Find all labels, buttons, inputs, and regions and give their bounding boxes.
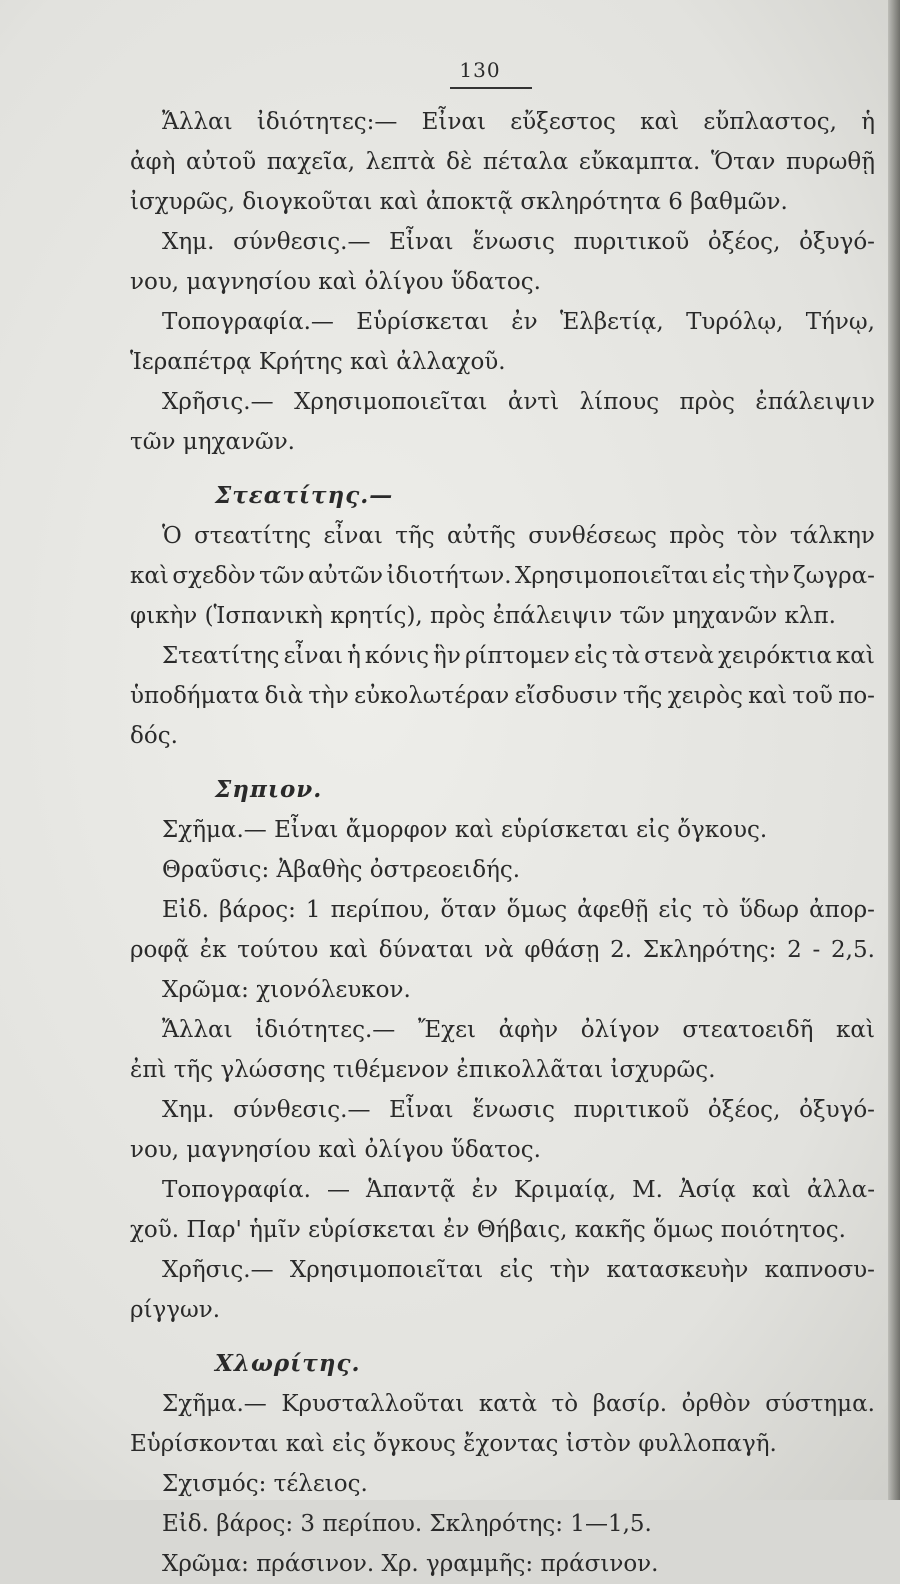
text-line: Θραῦσις: Ἀβαθὴς ὀστρεοειδής. bbox=[162, 857, 521, 883]
text-line: Χημ. σύνθεσις.— Εἶναι ἕνωσις πυριτικοῦ ὀξέος, ὀξυγό- bbox=[162, 1097, 875, 1123]
text-line: Χρῆσις.— Χρησιμοποιεῖται ἀντὶ λίπους πρὸς ἐπάλειψιν bbox=[162, 389, 875, 415]
text-line: ἀφὴ αὐτοῦ παχεῖα, λεπτὰ δὲ πέταλα εὔκαμπτα. Ὅταν πυρωθῇ bbox=[130, 149, 875, 175]
text-line: Σχῆμα.— Κρυσταλλοῦται κατὰ τὸ βασίρ. ὀρθὸν σύστημα. bbox=[162, 1391, 875, 1417]
text-line: Τοπογραφία. — Ἁπαντᾷ ἐν Κριμαίᾳ, Μ. Ἀσίᾳ καὶ ἀλλα- bbox=[162, 1177, 875, 1203]
text-line: Εἰδ. βάρος: 1 περίπου, ὅταν ὅμως ἀφεθῇ εἰς τὸ ὕδωρ ἀπορ- bbox=[162, 897, 875, 923]
text-line: Τοπογραφία.— Εὑρίσκεται ἐν Ἑλβετίᾳ, Τυρόλῳ, Τήνῳ, bbox=[162, 309, 875, 335]
text-line: Εὑρίσκονται καὶ εἰς ὄγκους ἔχοντας ἱστὸν φυλλοπαγῆ. bbox=[130, 1431, 777, 1457]
text-line: ρίγγων. bbox=[130, 1297, 221, 1323]
text-line: χοῦ. Παρ' ἡμῖν εὑρίσκεται ἐν Θήβαις, κακῆς ὅμως ποιότητος. bbox=[130, 1217, 846, 1243]
text-line: Ἄλλαι ἰδιότητες.— Ἔχει ἀφὴν ὀλίγον στεατοειδῆ καὶ bbox=[162, 1017, 875, 1043]
text-line: Στεατίτης εἶναι ἡ κόνις ἣν ρίπτομεν εἰς τὰ στενὰ χειρόκτια καὶ bbox=[162, 643, 875, 669]
text-line: νου, μαγνησίου καὶ ὀλίγου ὕδατος. bbox=[130, 1137, 541, 1163]
section-gap bbox=[130, 756, 875, 770]
text-line: δός. bbox=[130, 723, 178, 749]
section-heading: Χλωρίτης. bbox=[215, 1350, 361, 1377]
section-heading: Σηπιον. bbox=[215, 776, 323, 803]
text-line: φικὴν (Ἱσπανικὴ κρητίς), πρὸς ἐπάλειψιν τῶν μηχανῶν κλπ. bbox=[130, 603, 836, 629]
text-line: Ἱεραπέτρᾳ Κρήτης καὶ ἀλλαχοῦ. bbox=[130, 349, 506, 375]
text-line: Χρῶμα: χιονόλευκον. bbox=[162, 977, 411, 1003]
page-text bbox=[130, 102, 875, 1584]
text-line: Σχῆμα.— Εἶναι ἄμορφον καὶ εὑρίσκεται εἰς ὄγκους. bbox=[162, 817, 768, 843]
text-line: Σχισμός: τέλειος. bbox=[162, 1471, 368, 1497]
text-line: Χρῶμα: πράσινον. Χρ. γραμμῆς: πράσινον. bbox=[162, 1551, 659, 1577]
page-edge-shadow bbox=[888, 0, 900, 1500]
text-line: τῶν μηχανῶν. bbox=[130, 429, 295, 455]
text-line: Ὁ στεατίτης εἶναι τῆς αὐτῆς συνθέσεως πρὸς τὸν τάλκην bbox=[162, 523, 875, 549]
text-line: νου, μαγνησίου καὶ ὀλίγου ὕδατος. bbox=[130, 269, 541, 295]
text-line: ὑποδήματα διὰ τὴν εὐκολωτέραν εἴσδυσιν τῆς χειρὸς καὶ τοῦ πο- bbox=[130, 683, 875, 709]
text-line: καὶ σχεδὸν τῶν αὐτῶν ἰδιοτήτων. Χρησιμοποιεῖται εἰς τὴν ζωγρα- bbox=[130, 563, 875, 589]
text-line: Χρῆσις.— Χρησιμοποιεῖται εἰς τὴν κατασκευὴν καπνοσυ- bbox=[162, 1257, 875, 1283]
text-line: ἐπὶ τῆς γλώσσης τιθέμενον ἐπικολλᾶται ἰσχυρῶς. bbox=[130, 1057, 716, 1083]
page-number: 130 bbox=[459, 58, 501, 82]
text-line: ροφᾷ ἐκ τούτου καὶ δύναται νὰ φθάσῃ 2. Σκληρότης: 2 - 2,5. bbox=[130, 937, 875, 963]
text-line: ἰσχυρῶς, διογκοῦται καὶ ἀποκτᾷ σκληρότητα 6 βαθμῶν. bbox=[130, 189, 788, 215]
text-line: Χημ. σύνθεσις.— Εἶναι ἕνωσις πυριτικοῦ ὀξέος, ὀξυγό- bbox=[162, 229, 875, 255]
section-gap bbox=[130, 462, 875, 476]
text-line: Εἰδ. βάρος: 3 περίπου. Σκληρότης: 1—1,5. bbox=[162, 1511, 652, 1537]
text-line: Ἄλλαι ἰδιότητες:— Εἶναι εὔξεστος καὶ εὔπλαστος, ἡ bbox=[162, 109, 875, 135]
section-gap bbox=[130, 1330, 875, 1344]
section-heading: Στεατίτης.— bbox=[215, 482, 394, 509]
page-number-underline bbox=[450, 87, 532, 89]
